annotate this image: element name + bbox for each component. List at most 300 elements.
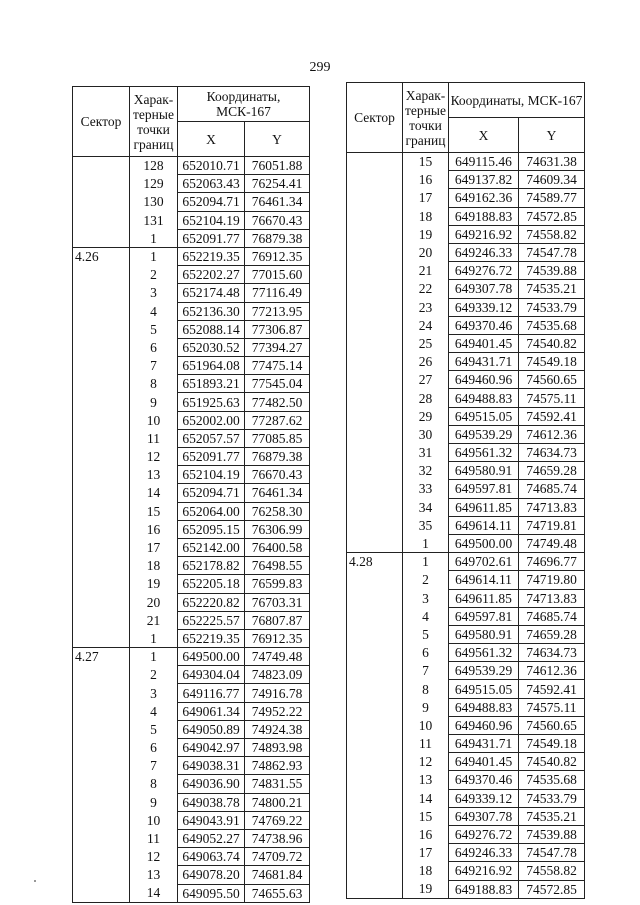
table-row bbox=[347, 644, 585, 662]
point-number-cell: 21 bbox=[130, 611, 178, 629]
header-x: X bbox=[178, 122, 245, 157]
sector-cell bbox=[73, 211, 130, 229]
point-number-cell: 14 bbox=[130, 484, 178, 502]
sector-cell bbox=[73, 884, 130, 902]
sector-cell bbox=[347, 825, 403, 843]
table-row bbox=[73, 775, 310, 793]
y-coordinate-cell: 77287.62 bbox=[245, 411, 310, 429]
y-coordinate-cell: 74681.84 bbox=[245, 866, 310, 884]
point-number-cell: 128 bbox=[130, 157, 178, 175]
y-coordinate-cell: 74696.77 bbox=[519, 553, 585, 571]
sector-cell: 4.26 bbox=[73, 247, 130, 265]
sector-cell bbox=[73, 593, 130, 611]
sector-cell bbox=[73, 338, 130, 356]
x-coordinate-cell: 649188.83 bbox=[449, 207, 519, 225]
x-coordinate-cell: 651964.08 bbox=[178, 357, 245, 375]
sector-cell bbox=[347, 425, 403, 443]
x-coordinate-cell: 649052.27 bbox=[178, 829, 245, 847]
y-coordinate-cell: 76306.99 bbox=[245, 520, 310, 538]
x-coordinate-cell: 652091.77 bbox=[178, 448, 245, 466]
y-coordinate-cell: 74719.81 bbox=[519, 516, 585, 534]
sector-cell bbox=[73, 393, 130, 411]
sector-cell bbox=[73, 520, 130, 538]
y-coordinate-cell: 74893.98 bbox=[245, 739, 310, 757]
x-coordinate-cell: 649702.61 bbox=[449, 553, 519, 571]
table-row bbox=[347, 680, 585, 698]
sector-cell bbox=[347, 153, 403, 171]
header-sector: Сектор bbox=[347, 83, 403, 153]
x-coordinate-cell: 649246.33 bbox=[449, 243, 519, 261]
point-number-cell: 13 bbox=[130, 466, 178, 484]
y-coordinate-cell: 76461.34 bbox=[245, 193, 310, 211]
point-number-cell: 16 bbox=[403, 825, 449, 843]
sector-cell bbox=[73, 538, 130, 556]
x-coordinate-cell: 652064.00 bbox=[178, 502, 245, 520]
point-number-cell: 20 bbox=[130, 593, 178, 611]
y-coordinate-cell: 76807.87 bbox=[245, 611, 310, 629]
point-number-cell: 7 bbox=[403, 662, 449, 680]
x-coordinate-cell: 652088.14 bbox=[178, 320, 245, 338]
y-coordinate-cell: 76400.58 bbox=[245, 538, 310, 556]
x-coordinate-cell: 652030.52 bbox=[178, 338, 245, 356]
table-row bbox=[73, 811, 310, 829]
point-number-cell: 10 bbox=[403, 716, 449, 734]
sector-cell bbox=[73, 284, 130, 302]
point-number-cell: 16 bbox=[130, 520, 178, 538]
table-row bbox=[347, 571, 585, 589]
y-coordinate-cell: 74535.68 bbox=[519, 771, 585, 789]
sector-cell bbox=[73, 157, 130, 175]
x-coordinate-cell: 652219.35 bbox=[178, 247, 245, 265]
sector-cell bbox=[73, 375, 130, 393]
y-coordinate-cell: 74713.83 bbox=[519, 589, 585, 607]
sector-cell bbox=[73, 720, 130, 738]
table-row bbox=[347, 171, 585, 189]
point-number-cell: 3 bbox=[130, 284, 178, 302]
x-coordinate-cell: 649580.91 bbox=[449, 462, 519, 480]
sector-cell bbox=[347, 771, 403, 789]
sector-cell bbox=[73, 175, 130, 193]
header-y: Y bbox=[519, 118, 585, 153]
sector-cell bbox=[347, 262, 403, 280]
table-row bbox=[347, 516, 585, 534]
y-coordinate-cell: 74535.68 bbox=[519, 316, 585, 334]
point-number-cell: 9 bbox=[130, 393, 178, 411]
sector-cell bbox=[73, 466, 130, 484]
page-number: 299 bbox=[309, 60, 331, 75]
point-number-cell: 2 bbox=[130, 666, 178, 684]
x-coordinate-cell: 649276.72 bbox=[449, 262, 519, 280]
sector-cell bbox=[73, 229, 130, 247]
table-row bbox=[73, 484, 310, 502]
y-coordinate-cell: 74800.21 bbox=[245, 793, 310, 811]
x-coordinate-cell: 652063.43 bbox=[178, 175, 245, 193]
sector-cell bbox=[73, 811, 130, 829]
header-y: Y bbox=[245, 122, 310, 157]
table-row bbox=[73, 502, 310, 520]
sector-cell bbox=[347, 462, 403, 480]
x-coordinate-cell: 649042.97 bbox=[178, 739, 245, 757]
x-coordinate-cell: 649162.36 bbox=[449, 189, 519, 207]
point-number-cell: 17 bbox=[403, 189, 449, 207]
y-coordinate-cell: 74713.83 bbox=[519, 498, 585, 516]
x-coordinate-cell: 652104.19 bbox=[178, 211, 245, 229]
x-coordinate-cell: 649050.89 bbox=[178, 720, 245, 738]
table-row bbox=[73, 175, 310, 193]
point-number-cell: 12 bbox=[130, 848, 178, 866]
header-coordinates: Координаты, МСК-167 bbox=[178, 87, 310, 122]
x-coordinate-cell: 649188.83 bbox=[449, 880, 519, 898]
table-row bbox=[73, 848, 310, 866]
x-coordinate-cell: 649500.00 bbox=[178, 648, 245, 666]
x-coordinate-cell: 649580.91 bbox=[449, 625, 519, 643]
y-coordinate-cell: 76879.38 bbox=[245, 229, 310, 247]
table-row bbox=[73, 684, 310, 702]
y-coordinate-cell: 77482.50 bbox=[245, 393, 310, 411]
table-row bbox=[73, 193, 310, 211]
sector-cell bbox=[347, 644, 403, 662]
table-row bbox=[347, 262, 585, 280]
y-coordinate-cell: 74535.21 bbox=[519, 807, 585, 825]
table-row bbox=[347, 716, 585, 734]
x-coordinate-cell: 652002.00 bbox=[178, 411, 245, 429]
y-coordinate-cell: 74823.09 bbox=[245, 666, 310, 684]
table-row bbox=[347, 298, 585, 316]
y-coordinate-cell: 74547.78 bbox=[519, 844, 585, 862]
y-coordinate-cell: 77394.27 bbox=[245, 338, 310, 356]
table-row bbox=[347, 789, 585, 807]
table-row bbox=[347, 462, 585, 480]
x-coordinate-cell: 649614.11 bbox=[449, 571, 519, 589]
sector-cell bbox=[347, 625, 403, 643]
y-coordinate-cell: 77116.49 bbox=[245, 284, 310, 302]
point-number-cell: 11 bbox=[403, 735, 449, 753]
sector-cell bbox=[347, 316, 403, 334]
y-coordinate-cell: 74831.55 bbox=[245, 775, 310, 793]
y-coordinate-cell: 74539.88 bbox=[519, 825, 585, 843]
sector-cell bbox=[73, 757, 130, 775]
table-row bbox=[347, 353, 585, 371]
sector-cell bbox=[73, 557, 130, 575]
y-coordinate-cell: 74540.82 bbox=[519, 334, 585, 352]
y-coordinate-cell: 74572.85 bbox=[519, 880, 585, 898]
point-number-cell: 25 bbox=[403, 334, 449, 352]
sector-cell bbox=[73, 266, 130, 284]
x-coordinate-cell: 649488.83 bbox=[449, 698, 519, 716]
table-row bbox=[73, 229, 310, 247]
sector-cell bbox=[347, 334, 403, 352]
x-coordinate-cell: 649307.78 bbox=[449, 280, 519, 298]
table-row bbox=[347, 444, 585, 462]
y-coordinate-cell: 74634.73 bbox=[519, 644, 585, 662]
sector-cell bbox=[347, 589, 403, 607]
x-coordinate-cell: 649063.74 bbox=[178, 848, 245, 866]
x-coordinate-cell: 649515.05 bbox=[449, 407, 519, 425]
x-coordinate-cell: 649216.92 bbox=[449, 862, 519, 880]
x-coordinate-cell: 649307.78 bbox=[449, 807, 519, 825]
table-row bbox=[73, 411, 310, 429]
sector-cell bbox=[347, 680, 403, 698]
table-row bbox=[347, 280, 585, 298]
point-number-cell: 5 bbox=[403, 625, 449, 643]
table-row bbox=[73, 757, 310, 775]
point-number-cell: 7 bbox=[130, 357, 178, 375]
sector-cell bbox=[73, 429, 130, 447]
sector-cell: 4.28 bbox=[347, 553, 403, 571]
point-number-cell: 21 bbox=[403, 262, 449, 280]
sector-cell bbox=[347, 225, 403, 243]
y-coordinate-cell: 77545.04 bbox=[245, 375, 310, 393]
table-row bbox=[73, 357, 310, 375]
table-row bbox=[73, 466, 310, 484]
table-row bbox=[73, 538, 310, 556]
sector-cell bbox=[347, 298, 403, 316]
x-coordinate-cell: 649488.83 bbox=[449, 389, 519, 407]
y-coordinate-cell: 74560.65 bbox=[519, 371, 585, 389]
sector-cell bbox=[73, 775, 130, 793]
x-coordinate-cell: 649216.92 bbox=[449, 225, 519, 243]
table-row bbox=[347, 480, 585, 498]
x-coordinate-cell: 649611.85 bbox=[449, 498, 519, 516]
y-coordinate-cell: 76051.88 bbox=[245, 157, 310, 175]
point-number-cell: 15 bbox=[403, 153, 449, 171]
y-coordinate-cell: 74592.41 bbox=[519, 407, 585, 425]
y-coordinate-cell: 74916.78 bbox=[245, 684, 310, 702]
y-coordinate-cell: 74540.82 bbox=[519, 753, 585, 771]
y-coordinate-cell: 74533.79 bbox=[519, 789, 585, 807]
y-coordinate-cell: 74749.48 bbox=[245, 648, 310, 666]
x-coordinate-cell: 649339.12 bbox=[449, 789, 519, 807]
y-coordinate-cell: 74631.38 bbox=[519, 153, 585, 171]
x-coordinate-cell: 649078.20 bbox=[178, 866, 245, 884]
point-number-cell: 16 bbox=[403, 171, 449, 189]
y-coordinate-cell: 74924.38 bbox=[245, 720, 310, 738]
table-row bbox=[73, 557, 310, 575]
table-row bbox=[73, 302, 310, 320]
point-number-cell: 28 bbox=[403, 389, 449, 407]
y-coordinate-cell: 74769.22 bbox=[245, 811, 310, 829]
sector-cell bbox=[347, 698, 403, 716]
sector-cell bbox=[347, 571, 403, 589]
sector-cell bbox=[347, 716, 403, 734]
y-coordinate-cell: 74560.65 bbox=[519, 716, 585, 734]
x-coordinate-cell: 652174.48 bbox=[178, 284, 245, 302]
sector-cell bbox=[347, 207, 403, 225]
point-number-cell: 130 bbox=[130, 193, 178, 211]
sector-cell bbox=[347, 807, 403, 825]
table-row bbox=[73, 320, 310, 338]
table-row bbox=[73, 666, 310, 684]
x-coordinate-cell: 649370.46 bbox=[449, 316, 519, 334]
point-number-cell: 19 bbox=[130, 575, 178, 593]
point-number-cell: 8 bbox=[403, 680, 449, 698]
x-coordinate-cell: 652205.18 bbox=[178, 575, 245, 593]
table-row bbox=[73, 629, 310, 647]
table-row bbox=[347, 189, 585, 207]
sector-cell bbox=[347, 407, 403, 425]
point-number-cell: 12 bbox=[130, 448, 178, 466]
table-row bbox=[73, 793, 310, 811]
x-coordinate-cell: 649095.50 bbox=[178, 884, 245, 902]
y-coordinate-cell: 74609.34 bbox=[519, 171, 585, 189]
y-coordinate-cell: 77213.95 bbox=[245, 302, 310, 320]
x-coordinate-cell: 652104.19 bbox=[178, 466, 245, 484]
table-row bbox=[347, 371, 585, 389]
y-coordinate-cell: 76670.43 bbox=[245, 211, 310, 229]
point-number-cell: 13 bbox=[403, 771, 449, 789]
point-number-cell: 1 bbox=[403, 534, 449, 552]
point-number-cell: 13 bbox=[130, 866, 178, 884]
y-coordinate-cell: 74749.48 bbox=[519, 534, 585, 552]
x-coordinate-cell: 652057.57 bbox=[178, 429, 245, 447]
x-coordinate-cell: 649431.71 bbox=[449, 735, 519, 753]
sector-cell bbox=[347, 862, 403, 880]
point-number-cell: 12 bbox=[403, 753, 449, 771]
x-coordinate-cell: 649597.81 bbox=[449, 480, 519, 498]
sector-cell bbox=[347, 735, 403, 753]
sector-cell bbox=[347, 371, 403, 389]
point-number-cell: 35 bbox=[403, 516, 449, 534]
table-row bbox=[73, 338, 310, 356]
coordinates-table-left bbox=[72, 86, 310, 903]
x-coordinate-cell: 649561.32 bbox=[449, 444, 519, 462]
sector-cell bbox=[73, 829, 130, 847]
x-coordinate-cell: 649401.45 bbox=[449, 753, 519, 771]
y-coordinate-cell: 76912.35 bbox=[245, 247, 310, 265]
sector-cell bbox=[347, 243, 403, 261]
table-row bbox=[347, 425, 585, 443]
point-number-cell: 15 bbox=[130, 502, 178, 520]
y-coordinate-cell: 74575.11 bbox=[519, 389, 585, 407]
x-coordinate-cell: 649431.71 bbox=[449, 353, 519, 371]
x-coordinate-cell: 651925.63 bbox=[178, 393, 245, 411]
y-coordinate-cell: 74634.73 bbox=[519, 444, 585, 462]
table-row bbox=[347, 698, 585, 716]
y-coordinate-cell: 76703.31 bbox=[245, 593, 310, 611]
y-coordinate-cell: 76258.30 bbox=[245, 502, 310, 520]
sector-cell bbox=[347, 171, 403, 189]
y-coordinate-cell: 77475.14 bbox=[245, 357, 310, 375]
y-coordinate-cell: 74709.72 bbox=[245, 848, 310, 866]
x-coordinate-cell: 649115.46 bbox=[449, 153, 519, 171]
sector-cell bbox=[347, 498, 403, 516]
y-coordinate-cell: 74612.36 bbox=[519, 662, 585, 680]
y-coordinate-cell: 76498.55 bbox=[245, 557, 310, 575]
x-coordinate-cell: 649539.29 bbox=[449, 662, 519, 680]
sector-cell bbox=[73, 448, 130, 466]
point-number-cell: 2 bbox=[403, 571, 449, 589]
point-number-cell: 4 bbox=[130, 702, 178, 720]
x-coordinate-cell: 652225.57 bbox=[178, 611, 245, 629]
point-number-cell: 19 bbox=[403, 225, 449, 243]
table-row bbox=[347, 316, 585, 334]
sector-cell bbox=[347, 480, 403, 498]
sector-cell bbox=[73, 357, 130, 375]
table-row bbox=[347, 771, 585, 789]
point-number-cell: 10 bbox=[130, 411, 178, 429]
header-coordinates: Координаты, МСК-167 bbox=[449, 83, 585, 118]
header-points: Харак-терные точки границ bbox=[403, 83, 449, 153]
sector-cell bbox=[347, 607, 403, 625]
point-number-cell: 14 bbox=[130, 884, 178, 902]
point-number-cell: 11 bbox=[130, 829, 178, 847]
table-row bbox=[347, 735, 585, 753]
sector-cell bbox=[73, 739, 130, 757]
y-coordinate-cell: 74659.28 bbox=[519, 625, 585, 643]
sector-cell bbox=[347, 880, 403, 898]
coordinates-table-right bbox=[346, 82, 585, 899]
x-coordinate-cell: 652094.71 bbox=[178, 484, 245, 502]
table-row bbox=[73, 702, 310, 720]
point-number-cell: 20 bbox=[403, 243, 449, 261]
x-coordinate-cell: 649500.00 bbox=[449, 534, 519, 552]
x-coordinate-cell: 649061.34 bbox=[178, 702, 245, 720]
x-coordinate-cell: 649597.81 bbox=[449, 607, 519, 625]
point-number-cell: 4 bbox=[130, 302, 178, 320]
table-row bbox=[73, 284, 310, 302]
x-coordinate-cell: 649276.72 bbox=[449, 825, 519, 843]
header-sector: Сектор bbox=[73, 87, 130, 157]
point-number-cell: 1 bbox=[130, 229, 178, 247]
y-coordinate-cell: 74572.85 bbox=[519, 207, 585, 225]
x-coordinate-cell: 652091.77 bbox=[178, 229, 245, 247]
table-row bbox=[73, 884, 310, 902]
y-coordinate-cell: 74719.80 bbox=[519, 571, 585, 589]
point-number-cell: 33 bbox=[403, 480, 449, 498]
x-coordinate-cell: 649246.33 bbox=[449, 844, 519, 862]
y-coordinate-cell: 74659.28 bbox=[519, 462, 585, 480]
table-row bbox=[347, 844, 585, 862]
sector-cell bbox=[73, 684, 130, 702]
x-coordinate-cell: 649036.90 bbox=[178, 775, 245, 793]
sector-cell bbox=[347, 280, 403, 298]
point-number-cell: 1 bbox=[130, 629, 178, 647]
point-number-cell: 4 bbox=[403, 607, 449, 625]
table-row bbox=[73, 247, 310, 265]
point-number-cell: 6 bbox=[403, 644, 449, 662]
table-row bbox=[347, 407, 585, 425]
x-coordinate-cell: 649043.91 bbox=[178, 811, 245, 829]
x-coordinate-cell: 649614.11 bbox=[449, 516, 519, 534]
table-row bbox=[347, 662, 585, 680]
point-number-cell: 18 bbox=[403, 862, 449, 880]
table-row bbox=[73, 266, 310, 284]
sector-cell bbox=[73, 629, 130, 647]
y-coordinate-cell: 76461.34 bbox=[245, 484, 310, 502]
point-number-cell: 18 bbox=[403, 207, 449, 225]
x-coordinate-cell: 649561.32 bbox=[449, 644, 519, 662]
x-coordinate-cell: 649460.96 bbox=[449, 371, 519, 389]
point-number-cell: 10 bbox=[130, 811, 178, 829]
x-coordinate-cell: 649304.04 bbox=[178, 666, 245, 684]
x-coordinate-cell: 652202.27 bbox=[178, 266, 245, 284]
table-row bbox=[347, 334, 585, 352]
x-coordinate-cell: 649460.96 bbox=[449, 716, 519, 734]
y-coordinate-cell: 76254.41 bbox=[245, 175, 310, 193]
y-coordinate-cell: 74547.78 bbox=[519, 243, 585, 261]
sector-cell bbox=[347, 662, 403, 680]
y-coordinate-cell: 74685.74 bbox=[519, 607, 585, 625]
point-number-cell: 1 bbox=[403, 553, 449, 571]
x-coordinate-cell: 649611.85 bbox=[449, 589, 519, 607]
y-coordinate-cell: 74862.93 bbox=[245, 757, 310, 775]
y-coordinate-cell: 74592.41 bbox=[519, 680, 585, 698]
x-coordinate-cell: 651893.21 bbox=[178, 375, 245, 393]
x-coordinate-cell: 649038.31 bbox=[178, 757, 245, 775]
table-row bbox=[73, 611, 310, 629]
y-coordinate-cell: 77015.60 bbox=[245, 266, 310, 284]
table-row bbox=[73, 375, 310, 393]
